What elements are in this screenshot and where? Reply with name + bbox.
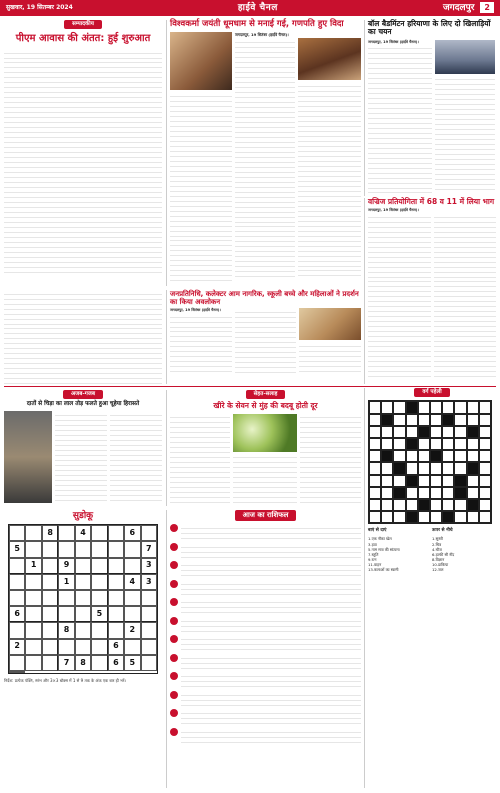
- crossword-cell[interactable]: [418, 462, 430, 474]
- ajab-gajab-col2: [110, 411, 162, 503]
- horoscope-text: [181, 598, 361, 615]
- crossword-cell[interactable]: [369, 487, 381, 499]
- zodiac-icon: [170, 654, 178, 662]
- sudoku-cell[interactable]: [58, 590, 74, 606]
- crossword-cell[interactable]: [454, 414, 466, 426]
- crossword-cell[interactable]: [430, 499, 442, 511]
- sudoku-cell[interactable]: 9: [58, 558, 74, 574]
- crossword-cell[interactable]: [479, 499, 491, 511]
- clue-down: 6.हल्की सी नींद: [432, 551, 455, 557]
- crossword-cell[interactable]: [430, 462, 442, 474]
- clue-down: 4.चीज: [432, 546, 442, 552]
- editorial-tag: सम्पादकीय: [64, 20, 102, 29]
- crossword-cell[interactable]: [442, 499, 454, 511]
- edition-city: जगदलपुर: [443, 2, 475, 13]
- crossword-cell[interactable]: [369, 414, 381, 426]
- horoscope-text: [181, 709, 361, 726]
- crossword-cell[interactable]: [467, 475, 479, 487]
- vajra-byline: जगदलपुर, 19 सितंबर (हाईवे चैनल)।: [368, 208, 419, 213]
- sudoku-cell[interactable]: 6: [9, 606, 25, 622]
- crossword-cell[interactable]: [393, 499, 405, 511]
- sudoku-cell[interactable]: [42, 558, 58, 574]
- crossword-cell[interactable]: [454, 438, 466, 450]
- exhibition-col3: [299, 342, 361, 376]
- horoscope-item: [170, 691, 361, 708]
- sudoku-cell[interactable]: [25, 606, 41, 622]
- clue-down: 2.चित्र: [432, 541, 442, 547]
- sudoku-cell[interactable]: [42, 655, 58, 671]
- sudoku-cell[interactable]: 5: [9, 541, 25, 557]
- crossword-cell: [467, 499, 479, 511]
- sudoku-cell[interactable]: 2: [124, 622, 140, 638]
- sudoku-cell[interactable]: [9, 525, 25, 541]
- crossword-cell: [406, 475, 418, 487]
- issue-date: सुखवार, 19 सितम्बर 2024: [6, 3, 73, 11]
- crossword-cell: [406, 511, 418, 523]
- crossword-cell[interactable]: [381, 426, 393, 438]
- sudoku-cell[interactable]: 4: [75, 525, 91, 541]
- sudoku-cell[interactable]: [9, 671, 25, 673]
- sudoku-cell[interactable]: [58, 541, 74, 557]
- crossword-cell: [467, 426, 479, 438]
- crossword-cell[interactable]: [406, 462, 418, 474]
- down-clues: [432, 536, 492, 572]
- sudoku-cell[interactable]: [75, 606, 91, 622]
- sudoku-cell[interactable]: [141, 655, 157, 671]
- sudoku-cell[interactable]: [75, 558, 91, 574]
- crossword-cell[interactable]: [381, 487, 393, 499]
- ajab-gajab-headline: दातों से चिड़ा का लाल तोड़ फलते हुआ चूहेया हिरासते: [26, 401, 140, 408]
- section-divider: [4, 386, 496, 387]
- vajra-headline: वज्रिज प्रतियोगिता में 68 व 11 में लिया भाग: [368, 197, 495, 206]
- crossword-cell[interactable]: [406, 426, 418, 438]
- sudoku-cell[interactable]: 6: [108, 639, 124, 655]
- ajab-gajab-tag: अजब-गजब: [63, 390, 103, 399]
- horoscope-item: [170, 598, 361, 615]
- sudoku-cell[interactable]: [75, 622, 91, 638]
- sudoku-cell[interactable]: [141, 606, 157, 622]
- sudoku-title: सुडोकू: [72, 511, 94, 521]
- sudoku-cell[interactable]: [9, 558, 25, 574]
- sudoku-cell[interactable]: [91, 541, 107, 557]
- crossword-cell[interactable]: [418, 438, 430, 450]
- crossword-cell[interactable]: [479, 438, 491, 450]
- sudoku-cell[interactable]: 2: [9, 639, 25, 655]
- badminton-col1: [368, 44, 432, 194]
- sudoku-cell[interactable]: 6: [108, 655, 124, 671]
- horoscope-item: [170, 524, 361, 541]
- sudoku-cell[interactable]: [25, 622, 41, 638]
- sudoku-cell[interactable]: [75, 590, 91, 606]
- crossword-cell: [418, 499, 430, 511]
- crossword-cell[interactable]: [430, 475, 442, 487]
- crossword-cell: [454, 487, 466, 499]
- crossword-cell[interactable]: [381, 401, 393, 413]
- crossword-cell[interactable]: [442, 462, 454, 474]
- crossword-cell[interactable]: [479, 487, 491, 499]
- sudoku-cell[interactable]: [108, 622, 124, 638]
- sudoku-cell[interactable]: [75, 541, 91, 557]
- crossword-cell: [381, 414, 393, 426]
- crossword-cell: [442, 511, 454, 523]
- horoscope-text: [181, 654, 361, 671]
- editorial-continued: [4, 290, 162, 384]
- health-section: [166, 390, 361, 506]
- badminton-col2: [435, 76, 495, 194]
- across-clues: [368, 536, 428, 572]
- horoscope-item: [170, 635, 361, 652]
- crossword-cell[interactable]: [418, 414, 430, 426]
- sudoku-cell[interactable]: [75, 639, 91, 655]
- crossword-tag: वर्ग पहेली: [414, 388, 449, 397]
- sudoku-cell[interactable]: [108, 558, 124, 574]
- vishwakarma-photo: [298, 38, 361, 80]
- main-story: [166, 20, 361, 286]
- crossword-cell[interactable]: [406, 414, 418, 426]
- sudoku-cell[interactable]: 8: [75, 655, 91, 671]
- sudoku-cell[interactable]: [141, 525, 157, 541]
- horoscope-item: [170, 561, 361, 578]
- clue-across: 7.स्तुति: [368, 551, 379, 557]
- sudoku-cell[interactable]: [42, 574, 58, 590]
- masthead: [0, 0, 500, 16]
- crossword-cell: [393, 487, 405, 499]
- sudoku-cell[interactable]: [42, 622, 58, 638]
- crossword-cell[interactable]: [369, 511, 381, 523]
- zodiac-icon: [170, 524, 178, 532]
- across-title: बाएं से दाएं: [368, 528, 387, 534]
- editorial-headline: पीएम आवास की अंतत: हुई शुरुआत: [15, 33, 151, 45]
- zodiac-icon: [170, 580, 178, 588]
- crossword-cell: [418, 426, 430, 438]
- horoscope-item: [170, 728, 361, 745]
- crossword-cell[interactable]: [442, 426, 454, 438]
- health-col3: [300, 414, 361, 506]
- crossword-cell[interactable]: [381, 475, 393, 487]
- crossword-cell: [406, 401, 418, 413]
- sudoku-cell[interactable]: [9, 574, 25, 590]
- sudoku-cell[interactable]: [75, 574, 91, 590]
- sudoku-cell[interactable]: [141, 590, 157, 606]
- sudoku-cell[interactable]: [108, 590, 124, 606]
- sudoku-cell[interactable]: [108, 541, 124, 557]
- crossword-cell[interactable]: [454, 462, 466, 474]
- crossword-cell[interactable]: [454, 511, 466, 523]
- sudoku-cell[interactable]: [91, 525, 107, 541]
- clue-across: 9.रत्न: [368, 556, 377, 562]
- main-story-col2: [235, 38, 295, 280]
- crossword-cell[interactable]: [454, 401, 466, 413]
- crossword-cell[interactable]: [418, 401, 430, 413]
- sudoku-cell[interactable]: [58, 525, 74, 541]
- main-story-col1: [170, 92, 232, 282]
- health-tag: सेहत-सलाह: [246, 390, 286, 399]
- horoscope-text: [181, 728, 361, 745]
- crossword-section: [364, 388, 496, 788]
- crossword-cell[interactable]: [467, 450, 479, 462]
- sudoku-cell[interactable]: [42, 541, 58, 557]
- crossword-cell: [442, 414, 454, 426]
- crossword-cell[interactable]: [418, 511, 430, 523]
- vajra-col1: [368, 213, 431, 381]
- exhibition-story: [166, 290, 361, 384]
- horoscope-item: [170, 617, 361, 634]
- zodiac-icon: [170, 635, 178, 643]
- sudoku-cell[interactable]: [9, 655, 25, 671]
- sudoku-cell[interactable]: 6: [124, 525, 140, 541]
- crossword-cell[interactable]: [442, 487, 454, 499]
- horoscope-text: [181, 617, 361, 634]
- crossword-cell[interactable]: [418, 450, 430, 462]
- cucumber-photo: [233, 414, 297, 452]
- zodiac-icon: [170, 617, 178, 625]
- crossword-cell[interactable]: [479, 401, 491, 413]
- sudoku-cell[interactable]: [91, 590, 107, 606]
- crossword-cell[interactable]: [393, 450, 405, 462]
- exhibition-col2: [235, 308, 297, 376]
- crossword-cell: [454, 475, 466, 487]
- editorial-column: [4, 20, 162, 286]
- sudoku-cell[interactable]: 3: [141, 574, 157, 590]
- zodiac-icon: [170, 561, 178, 569]
- horoscope-text: [181, 691, 361, 708]
- crossword-cell[interactable]: [467, 438, 479, 450]
- sudoku-cell[interactable]: 8: [42, 525, 58, 541]
- sudoku-cell[interactable]: [25, 525, 41, 541]
- sudoku-cell[interactable]: [108, 525, 124, 541]
- sudoku-cell[interactable]: 5: [124, 655, 140, 671]
- vajra-col2: [434, 213, 496, 381]
- crossword-cell[interactable]: [479, 475, 491, 487]
- sudoku-cell[interactable]: [124, 606, 140, 622]
- crossword-cell[interactable]: [406, 487, 418, 499]
- health-headline: खीरे के सेवन से मुंह की बदबू होती दूर: [213, 401, 318, 411]
- sudoku-cell[interactable]: [91, 574, 107, 590]
- health-col1: [170, 414, 230, 506]
- sudoku-cell[interactable]: [91, 655, 107, 671]
- vajra-story: [364, 198, 496, 384]
- crossword-cell[interactable]: [418, 475, 430, 487]
- crossword-cell[interactable]: [369, 450, 381, 462]
- horoscope-text: [181, 524, 361, 541]
- zodiac-icon: [170, 709, 178, 717]
- sudoku-cell[interactable]: [108, 606, 124, 622]
- health-col2: [233, 454, 297, 506]
- clue-across: 1.एक नौका खेल: [368, 536, 392, 542]
- main-story-byline: जगदलपुर, 19 सितंबर (हाईवे चैनल)।: [235, 32, 289, 38]
- sudoku-cell[interactable]: [9, 590, 25, 606]
- horoscope-text: [181, 561, 361, 578]
- crossword-cell[interactable]: [406, 499, 418, 511]
- horoscope-text: [181, 580, 361, 597]
- crossword-cell[interactable]: [479, 511, 491, 523]
- crossword-cell[interactable]: [369, 462, 381, 474]
- horoscope-section: [166, 510, 361, 788]
- crossword-cell[interactable]: [393, 475, 405, 487]
- sudoku-cell[interactable]: 3: [141, 558, 157, 574]
- crossword-cell[interactable]: [467, 401, 479, 413]
- crossword-cell[interactable]: [454, 426, 466, 438]
- crossword-cell[interactable]: [442, 401, 454, 413]
- sudoku-cell[interactable]: [91, 622, 107, 638]
- crossword-cell[interactable]: [393, 438, 405, 450]
- crossword-cell[interactable]: [479, 462, 491, 474]
- sudoku-cell[interactable]: [9, 622, 25, 638]
- sudoku-section: [4, 510, 162, 788]
- crossword-cell[interactable]: [430, 401, 442, 413]
- sudoku-cell[interactable]: [141, 622, 157, 638]
- zodiac-icon: [170, 543, 178, 551]
- crossword-cell: [467, 462, 479, 474]
- ajab-gajab-col1: [55, 411, 107, 503]
- crossword-cell[interactable]: [369, 426, 381, 438]
- sudoku-cell[interactable]: [58, 606, 74, 622]
- crossword-cell[interactable]: [393, 401, 405, 413]
- crossword-cell: [406, 438, 418, 450]
- sudoku-cell[interactable]: 8: [58, 622, 74, 638]
- crossword-cell[interactable]: [381, 462, 393, 474]
- rat-photo: [4, 411, 52, 503]
- crossword-cell[interactable]: [430, 487, 442, 499]
- horoscope-item: [170, 672, 361, 689]
- crossword-cell[interactable]: [479, 414, 491, 426]
- crossword-cell[interactable]: [442, 475, 454, 487]
- zodiac-icon: [170, 598, 178, 606]
- main-story-col3: [298, 82, 361, 278]
- sudoku-cell[interactable]: 4: [124, 574, 140, 590]
- sudoku-cell[interactable]: [42, 590, 58, 606]
- crossword-cell[interactable]: [369, 499, 381, 511]
- sudoku-cell[interactable]: [25, 574, 41, 590]
- sudoku-cell[interactable]: [124, 639, 140, 655]
- exhibition-byline: जगदलपुर, 19 सितंबर (हाईवे चैनल)।: [170, 308, 221, 313]
- crossword-cell[interactable]: [442, 450, 454, 462]
- sudoku-cell[interactable]: [42, 606, 58, 622]
- ganesh-photo: [170, 32, 232, 90]
- crossword-cell[interactable]: [381, 499, 393, 511]
- horoscope-text: [181, 543, 361, 560]
- crossword-cell[interactable]: [381, 511, 393, 523]
- sudoku-cell[interactable]: [124, 590, 140, 606]
- horoscope-item: [170, 709, 361, 726]
- sudoku-cell[interactable]: [91, 639, 107, 655]
- sudoku-cell[interactable]: [108, 574, 124, 590]
- sudoku-cell[interactable]: [58, 639, 74, 655]
- crossword-cell[interactable]: [430, 414, 442, 426]
- exhibition-headline: जनप्रतिनिधि, कलेक्टर आम नागरिक, स्कूली बच्चे और महिलाओं ने प्रदर्शन का किया अवलोकन: [170, 290, 359, 307]
- sudoku-cell[interactable]: [91, 558, 107, 574]
- sudoku-cell[interactable]: 5: [91, 606, 107, 622]
- crossword-cell[interactable]: [393, 426, 405, 438]
- badminton-photo: [435, 40, 495, 74]
- crossword-cell: [381, 450, 393, 462]
- main-story-headline: विश्वकर्मा जयंती धूमधाम से मनाई गई, गणपति हुए विदा: [170, 19, 344, 29]
- paper-name: हाईवे चैनल: [237, 2, 278, 13]
- crossword-cell[interactable]: [369, 401, 381, 413]
- sudoku-cell[interactable]: [141, 639, 157, 655]
- crossword-cell[interactable]: [479, 426, 491, 438]
- horoscope-list: [170, 524, 361, 745]
- crossword-cell: [430, 450, 442, 462]
- sudoku-cell[interactable]: [124, 558, 140, 574]
- crossword-cell[interactable]: [454, 450, 466, 462]
- crossword-cell[interactable]: [454, 499, 466, 511]
- horoscope-text: [181, 635, 361, 652]
- badminton-story: [364, 20, 496, 196]
- exhibition-col1: [170, 313, 232, 375]
- zodiac-icon: [170, 672, 178, 680]
- horoscope-item: [170, 580, 361, 597]
- sudoku-cell[interactable]: [25, 655, 41, 671]
- crossword-cell[interactable]: [467, 414, 479, 426]
- crossword-cell[interactable]: [418, 487, 430, 499]
- crossword-cell[interactable]: [467, 511, 479, 523]
- crossword-cell[interactable]: [430, 438, 442, 450]
- crossword-grid[interactable]: [368, 400, 492, 524]
- crossword-cell[interactable]: [442, 438, 454, 450]
- badminton-headline: बॉल बैडमिंटन हरियाणा के लिए दो खिलाड़ियों का चयन: [368, 19, 491, 37]
- crossword-cell[interactable]: [369, 438, 381, 450]
- sudoku-cell[interactable]: [25, 541, 41, 557]
- sudoku-cell[interactable]: [124, 541, 140, 557]
- sudoku-cell[interactable]: 1: [25, 558, 41, 574]
- horoscope-item: [170, 654, 361, 671]
- sudoku-cell[interactable]: 1: [58, 574, 74, 590]
- sudoku-grid[interactable]: [8, 524, 158, 674]
- sudoku-cell[interactable]: [25, 590, 41, 606]
- clue-down: 12.जल: [432, 567, 444, 573]
- sudoku-cell[interactable]: [42, 639, 58, 655]
- clue-down: 8.विज्ञान: [432, 556, 445, 562]
- horoscope-tag: आज का राशिफल: [235, 510, 297, 521]
- horoscope-item: [170, 543, 361, 560]
- page-number: 2: [480, 2, 494, 13]
- crossword-cell[interactable]: [430, 511, 442, 523]
- editorial-body: [4, 49, 162, 275]
- ajab-gajab-section: [4, 390, 162, 506]
- sudoku-cell[interactable]: 7: [141, 541, 157, 557]
- crossword-cell[interactable]: [430, 426, 442, 438]
- crossword-cell[interactable]: [381, 438, 393, 450]
- crossword-cell[interactable]: [369, 475, 381, 487]
- badminton-byline: जगदलपुर, 19 सितंबर (हाईवे चैनल)।: [368, 39, 419, 44]
- zodiac-icon: [170, 691, 178, 699]
- clue-across: 11.वाहन: [368, 562, 382, 568]
- exhibition-photo: [299, 308, 361, 340]
- zodiac-icon: [170, 728, 178, 736]
- down-title: ऊपर से नीचे: [432, 528, 453, 534]
- crossword-cell[interactable]: [406, 450, 418, 462]
- clue-across: 5.नाम मात्र की सांत्वना: [368, 546, 400, 552]
- horoscope-text: [181, 672, 361, 689]
- clue-down: 10.डाकिया: [432, 562, 449, 568]
- clue-across: 13.कलाओं का स्वामी: [368, 567, 399, 573]
- sudoku-hint: निर्देश: प्रत्येक पंक्ति, स्तंभ और 3×3 बॉक्स में 1 से 9 तक के अंक एक बार ही भरें।: [4, 678, 126, 684]
- clue-down: 1.सुस्ती: [432, 536, 443, 542]
- crossword-cell[interactable]: [479, 450, 491, 462]
- crossword-cell[interactable]: [467, 487, 479, 499]
- crossword-cell: [393, 462, 405, 474]
- sudoku-cell[interactable]: [25, 639, 41, 655]
- crossword-cell[interactable]: [393, 414, 405, 426]
- sudoku-cell[interactable]: 7: [58, 655, 74, 671]
- crossword-cell[interactable]: [393, 511, 405, 523]
- clue-across: 3.हवा: [368, 541, 377, 547]
